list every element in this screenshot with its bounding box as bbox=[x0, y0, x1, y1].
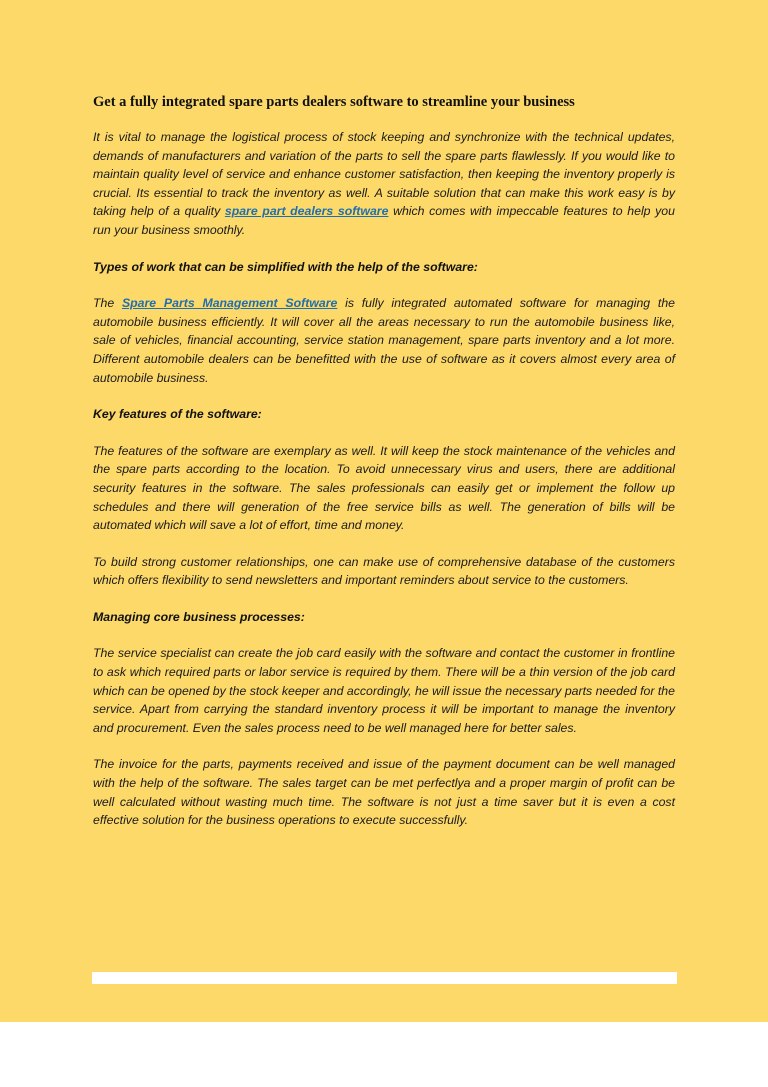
section2-paragraph-2: To build strong customer relationships, one can make use of comprehensive database of the customers which offers flexibility to send newsletters and important reminders about service to the customers. bbox=[93, 554, 675, 588]
section1-paragraph bbox=[93, 294, 675, 387]
section1-text-2: is fully integrated automated software for managing the automobile business efficiently. It will cover all the areas necessary to run the automobile business like, sale of vehicles, financial accounting, service station management, spare parts inventory and a lot more. Different automobile dealers can be benefitted with the use of software as it covers almost every area of automobile business. bbox=[93, 296, 676, 385]
intro-text-2: which comes with impeccable features to help you run your business smoothly. bbox=[93, 204, 675, 237]
spare-parts-management-software-link[interactable]: Spare Parts Management Software bbox=[121, 296, 338, 311]
intro-paragraph bbox=[93, 128, 675, 240]
section-heading-types-of-work: Types of work that can be simplified with the help of the software: bbox=[93, 259, 478, 274]
section3-paragraph-1: The service specialist can create the job card easily with the software and contact the customer in frontline to ask which required parts or labor service is required by them. There will be a thin version of the job card which can be opened by the stock keeper and accordingly, he will issue the necessary parts needed for the service. Apart from carrying the standard inventory process it will be important to manage the inventory and procurement. Even the sales process need to be well managed here for better sales. bbox=[93, 646, 675, 735]
section3-paragraph-2: The invoice for the parts, payments received and issue of the payment document can be well managed with the help of the software. The sales target can be met perfectlya and a proper margin of profit can be well calculated without wasting much time. The software is not just a time saver but it is even a cost effective solution for the business operations to execute successfully. bbox=[93, 757, 675, 828]
document-title: Get a fully integrated spare parts dealers software to streamline your business bbox=[93, 94, 575, 110]
footer-divider-bar bbox=[92, 972, 677, 984]
section1-text-1: The bbox=[93, 296, 122, 311]
intro-text-1: It is vital to manage the logistical process of stock keeping and synchronize with the technical updates, demands of manufacturers and variation of the parts to sell the spare parts flawlessly. If you would like to maintain quality level of service and enhance customer satisfaction, then keeping the inventory properly is crucial. Its essential to track the inventory as well. A suitable solution that can make this work easy is by taking help of a quality bbox=[93, 130, 675, 219]
document-body bbox=[93, 93, 675, 848]
section-heading-key-features: Key features of the software: bbox=[93, 407, 262, 422]
spare-part-dealers-software-link[interactable]: spare part dealers software bbox=[224, 204, 389, 219]
section2-paragraph-1: The features of the software are exemplary as well. It will keep the stock maintenance of the vehicles and the spare parts according to the location. To avoid unnecessary virus and users, there are additional security features in the software. The sales professionals can easily get or implement the follow up schedules and there will generation of the free service bills as well. The generation of bills will be automated which will save a lot of effort, time and money. bbox=[93, 443, 675, 533]
section-heading-core-processes: Managing core business processes: bbox=[93, 609, 305, 624]
